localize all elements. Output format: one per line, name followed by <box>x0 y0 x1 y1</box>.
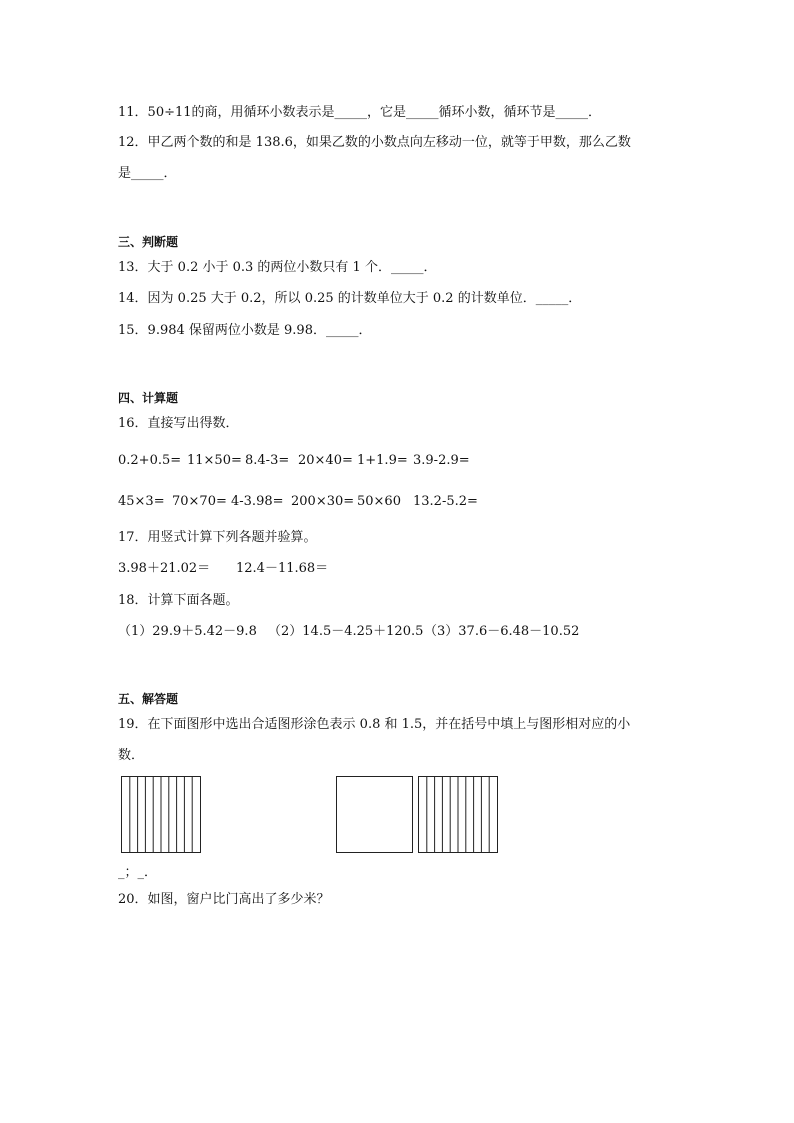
section-3-heading: 三、判断题 <box>118 235 179 249</box>
calc-item: 3.9-2.9= <box>413 453 470 468</box>
question-12-line1: 12．甲乙两个数的和是 138.6，如果乙数的小数点向左移动一位，就等于甲数，那么乙数 <box>118 135 631 150</box>
calc-item: 8.4-3= <box>245 453 290 468</box>
section-5-heading: 五、解答题 <box>118 692 179 706</box>
q19-answer-blanks: _；_． <box>118 865 158 880</box>
q18-item-2: （2）14.5－4.25＋120.5 <box>268 624 424 639</box>
q17-item-1: 3.98＋21.02＝ <box>118 561 211 576</box>
question-16: 16．直接写出得数． <box>118 416 239 431</box>
question-12-line2: 是_____． <box>118 166 177 181</box>
question-17: 17．用竖式计算下列各题并验算。 <box>118 530 317 545</box>
q18-item-3: （3）37.6－6.48－10.52 <box>424 624 580 639</box>
figure-striped-rect-2 <box>418 776 498 853</box>
question-15: 15．9.984 保留两位小数是 9.98．_____． <box>118 323 372 338</box>
question-19-line1: 19．在下面图形中选出合适图形涂色表示 0.8 和 1.5，并在括号中填上与图形相对应的小 <box>118 717 631 732</box>
calc-item: 200×30= <box>291 494 355 509</box>
q17-item-2: 12.4－11.68＝ <box>236 561 329 576</box>
calc-item: 70×70= <box>172 494 227 509</box>
question-18: 18．计算下面各题。 <box>118 593 239 608</box>
calc-item: 11×50= <box>187 453 242 468</box>
calc-item: 45×3= <box>118 494 165 509</box>
calc-item: 13.2-5.2= <box>413 494 478 509</box>
stripes-svg <box>122 777 200 852</box>
question-14: 14．因为 0.25 大于 0.2，所以 0.25 的计数单位大于 0.2 的计数单位．_____． <box>118 291 582 306</box>
calc-item: 4-3.98= <box>231 494 284 509</box>
question-11: 11．50÷11的商，用循环小数表示是_____，它是_____循环小数，循环节是_____． <box>118 105 602 120</box>
figure-plain-square <box>336 776 413 853</box>
calc-item: 1+1.9= <box>357 453 408 468</box>
question-19-line2: 数． <box>118 748 145 763</box>
figure-striped-rect-1 <box>121 776 201 853</box>
calc-item: 50×60 <box>357 494 401 509</box>
question-20: 20．如图，窗户比门高出了多少米？ <box>118 892 330 907</box>
q18-item-1: （1）29.9＋5.42－9.8 <box>118 624 257 639</box>
section-4-heading: 四、计算题 <box>118 391 179 405</box>
stripes-svg <box>419 777 497 852</box>
question-13: 13．大于 0.2 小于 0.3 的两位小数只有 1 个．_____． <box>118 260 437 275</box>
calc-item: 20×40= <box>298 453 353 468</box>
calc-item: 0.2+0.5= <box>118 453 182 468</box>
